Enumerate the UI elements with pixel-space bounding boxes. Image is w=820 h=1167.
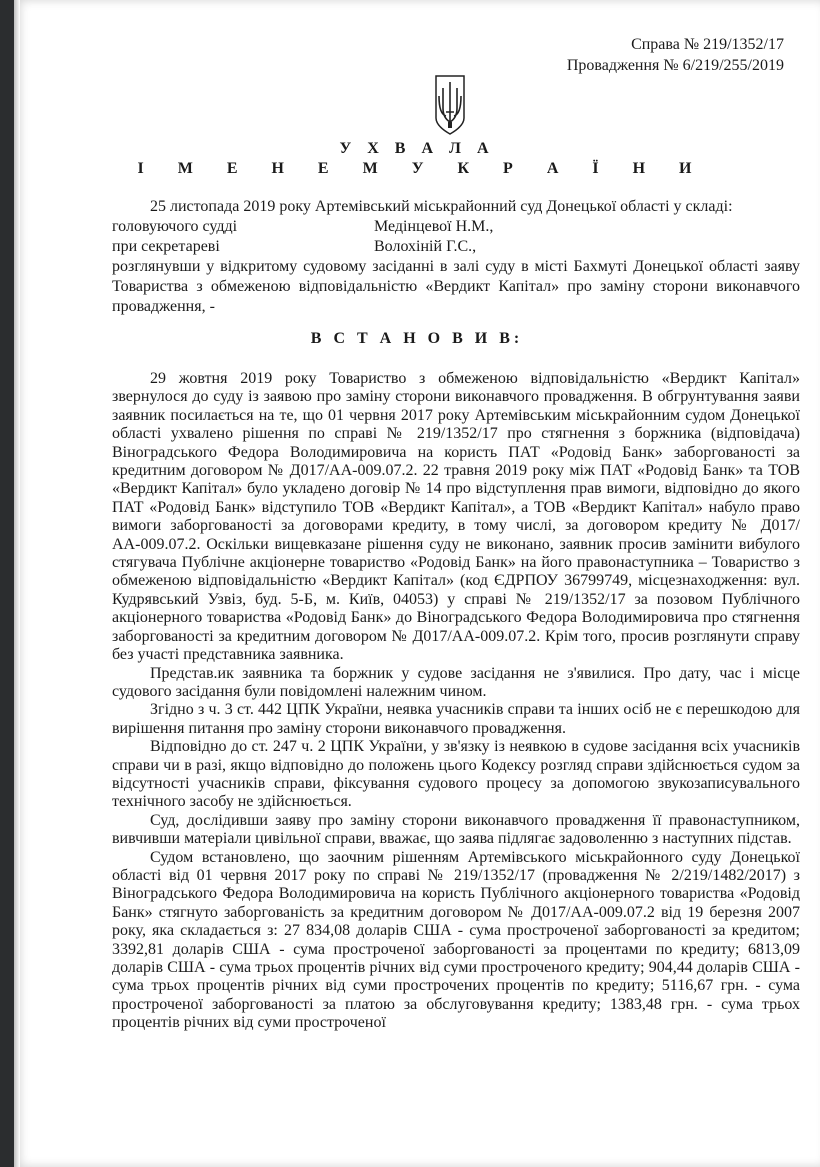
case-reference (567, 34, 784, 76)
case-number: Справа № 219/1352/17 (631, 36, 784, 53)
trident-emblem-icon (434, 74, 466, 141)
paragraph: Судом встановлено, що заочним рішенням Артемівського міськрайонного суду Донецької області від 01 червня 2017 року по справі № 219/1352/17 (провадження № 2/219/1482/2017) з Віноградського Федора Володимировича на користь Публічного акціонерного товариства «Родовід Банк» стягнуто заборгованість за кредитним договором № Д017/АА-009.07.2 від 19 березня 2007 року, яка складається з: 27 834,08 доларів США - сума простроченої заборгованості за кредитом; 3392,81 доларів США - сума простроченої заборгованості за процентами по кредиту; 6813,09 доларів США - сума трьох процентів річних від суми простроченого кредиту; 904,44 доларів США - сума трьох процентів річних від суми прострочених процентів по кредиту; 5116,67 грн. - сума простроченої заборгованості за платою за обслуговування кредиту; 1383,48 грн. - сума трьох процентів річних від суми простроченої (112, 848, 800, 1032)
judge-row (112, 217, 800, 237)
document-body (112, 370, 800, 1033)
paragraph: Відповідно до ст. 247 ч. 2 ЦПК України, у зв'язку із неявкою в судове засідання всіх учасників справи чи в разі, якщо відповідно до положень цього Кодексу розгляд справи здійснюється судом за відсутності учасників справи, фіксування судового процесу за допомогою звукозаписувального технічного засобу не здійснюється. (112, 738, 800, 811)
paragraph: Представ.ик заявника та боржник у судове засідання не з'явилися. Про дату, час і місце судового засідання були повідомлені належним чином. (112, 664, 800, 700)
document-page (14, 0, 820, 1167)
paragraph: Згідно з ч. 3 ст. 442 ЦПК України, неявка учасників справи та інших осіб не є перешкодою для вирішення питання про заміну сторони виконавчого провадження. (112, 701, 800, 737)
judge-name: Медінцевої Н.М., (374, 218, 494, 235)
secretary-label: при секретареві (112, 238, 220, 255)
intro-considered: розглянувши у відкритому судовому засіданні в залі суду в місті Бахмуті Донецької області заяву Товариства з обмеженою відповідальністю «Вердикт Капітал» про заміну сторони виконавчого провадження, - (112, 258, 800, 315)
paragraph: Суд, дослідивши заяву про заміну сторони виконавчого провадження її правонаступником, вивчивши матеріали цивільної справи, вважає, що заява підлягає задоволенню з наступних підстав. (112, 811, 800, 848)
judge-label: головуючого судді (112, 218, 238, 235)
paragraph: 29 жовтня 2019 року Товариство з обмеженою відповідальністю «Вердикт Капітал» звернулося до суду із заявою про заміну сторони виконавчого провадження. В обгрунтування заяви заявник посилається на те, що 01 червня 2017 року Артемівським міськрайонним судом Донецької області ухвалено рішення по справі № 219/1352/17 про стягнення з боржника (відповідача) Віноградського Федора Володимировича на користь ПАТ «Родовід Банк» заборгованості за кредитним договором № Д017/АА-009.07.2. 22 травня 2019 року між ПАТ «Родовід Банк» та ТОВ «Вердикт Капітал» було укладено договір № 14 про відступлення прав вимоги, відповідно до якого ПАТ «Родовід Банк» відступило ТОВ «Вердикт Капітал», а ТОВ «Вердикт Капітал» набуло право вимоги заборгованості за договорами кредиту, в тому числі, за договором кредиту № Д017/АА-009.07.2. Оскільки вищевказане рішення суду не виконано, заявник просив замінити вибулого стягувача Публічне акціонерне товариство «Родовід Банк» на його правонаступника – Товариство з обмеженою відповідальністю «Вердикт Капітал» (код ЄДРПОУ 36799749, місцезнаходження: вул. Кудрявський Узвіз, буд. 5-Б, м. Київ, 04053) у справі № 219/1352/17 за позовом Публічного акціонерного товариства «Родовід Банк» до Віноградського Федора Володимировича про стягнення заборгованості за кредитним договором № Д017/АА-009.07.2. Крім того, просив розглянути справу без участі представника заявника. (112, 370, 800, 664)
intro-block (112, 197, 800, 317)
section-heading: В С Т А Н О В И В: (310, 330, 524, 347)
document-title: У Х В А Л А (339, 140, 495, 157)
intro-date-court: 25 листопада 2019 року Артемівський міськрайонний суд Донецької області у складі: (150, 198, 733, 215)
secretary-row (112, 237, 800, 257)
secretary-name: Волохіній Г.С., (374, 238, 477, 255)
proceeding-number: Провадження № 6/219/255/2019 (566, 57, 784, 74)
document-subtitle: І М Е Н Е М У К Р А Ї Н И (137, 160, 697, 177)
